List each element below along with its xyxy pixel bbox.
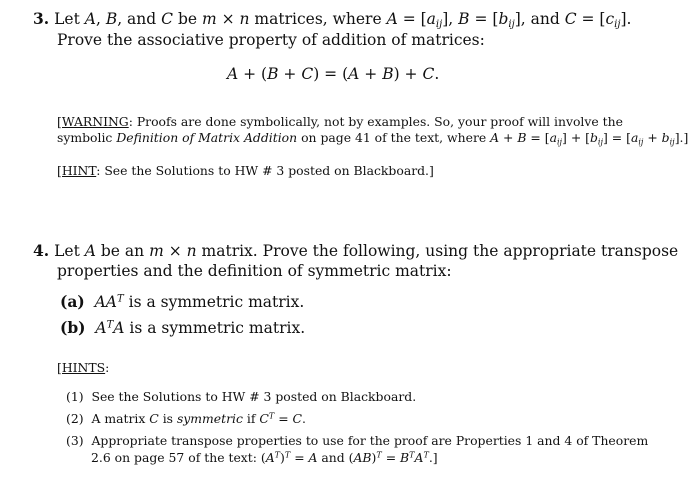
part-a: (a) $AA^T$ is a symmetric matrix. xyxy=(60,292,305,311)
problem-3-line2: Prove the associative property of addition of matrices: xyxy=(57,31,485,49)
part-b-label: (b) xyxy=(60,318,86,337)
problem-3-statement: 3. Let A, B, and C be m × n matrices, where $A = [a_{ij}]$, $B = [b_{ij}]$, and $C = [c_{ij}]$. xyxy=(33,9,632,31)
hint-3-label: (3) xyxy=(66,433,84,448)
problem-3-equation: A + (B + C) = (A + B) + C. xyxy=(227,65,440,83)
hint-3: (3) Appropriate transpose properties to use for the proof are Properties 1 and 4 of Theorem xyxy=(66,433,649,448)
part-b: (b) $A^TA$ is a symmetric matrix. xyxy=(60,318,306,337)
problem-4-number: 4. xyxy=(33,241,50,260)
hints-heading: [HINTS: xyxy=(57,360,110,375)
hint-1-label: (1) xyxy=(66,389,84,404)
problem-4-statement: 4. Let A be an m × n matrix. Prove the following, using the appropriate transpose xyxy=(33,241,679,260)
hint-line: [HINT: See the Solutions to HW # 3 posted on Blackboard.] xyxy=(57,163,434,178)
hint-label: [HINT xyxy=(57,163,97,178)
hints-label: [HINTS xyxy=(57,360,106,375)
hint-3-line2: 2.6 on page 57 of the text: $(A^T)^T = A$ and $(AB)^T = B^TA^T$.] xyxy=(91,450,438,465)
hint-1: (1) See the Solutions to HW # 3 posted on Blackboard. xyxy=(66,389,417,404)
problem-4-line2: properties and the definition of symmetric matrix: xyxy=(57,262,452,280)
warning-line2: symbolic Definition of Matrix Addition on page 41 of the text, where $A + B = [a_{ij}] + [b_{ij}] = [a_{ij} + b_{ij}]$.] xyxy=(57,130,688,147)
hint-2-label: (2) xyxy=(66,411,84,426)
warning-line1: [WARNING: Proofs are done symbolically, not by examples. So, your proof will involve the xyxy=(57,114,623,129)
problem-3-number: 3. xyxy=(33,9,50,28)
hint-2: (2) A matrix C is symmetric if $C^T = C$. xyxy=(66,411,306,426)
warning-label: [WARNING xyxy=(57,114,129,129)
part-a-label: (a) xyxy=(60,292,85,311)
